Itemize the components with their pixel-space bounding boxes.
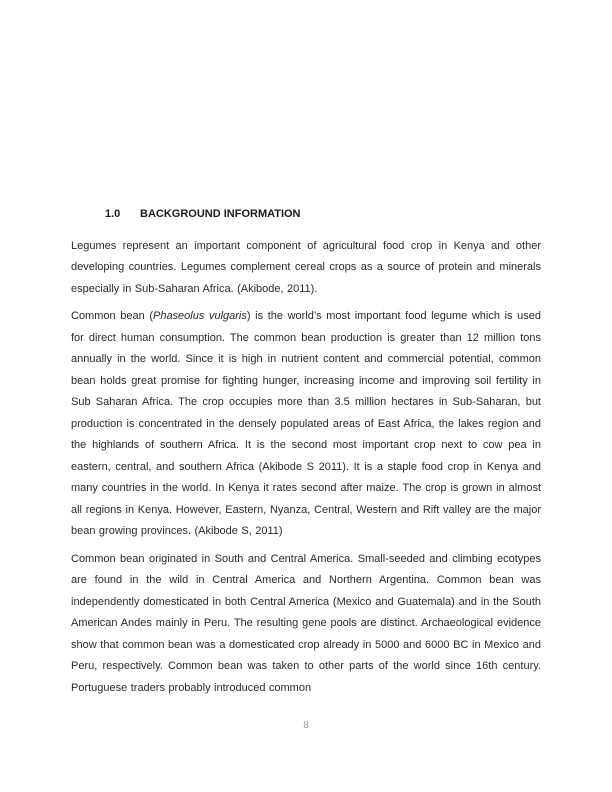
species-name-italic: Phaseolus vulgaris bbox=[152, 310, 247, 322]
paragraph-2-text-continued: ) is the world’s most important food legume which is used for direct human consumption. The common bean production is greater than 12 million tons annually in the world. Since it is high in nutrient content and commercial potential, common bean holds great promise for fighting hunger, increasing income and improving soil fertility in Sub Saharan Africa. The crop occupies more than 3.5 million hectares in Sub-Saharan, but production is concentrated in the densely populated areas of East Africa, the lakes region and the highlands of southern Africa. It is the second most important crop next to cow pea in eastern, central, and southern Africa (Akibode S 2011). It is a staple food crop in Kenya and many countries in the world. In Kenya it rates second after maize. The crop is grown in almost all regions in Kenya. However, Eastern, Nyanza, Central, Western and Rift valley are the major bean growing provinces. (Akibode S, 2011) bbox=[71, 310, 542, 537]
paragraph-legumes-intro: Legumes represent an important component of agricultural food crop in Kenya and other developing countries. Legumes complement cereal crops as a source of protein and minerals especially in Sub-Saharan Africa. (Akibode, 2011). bbox=[71, 239, 541, 295]
page-content bbox=[71, 204, 541, 705]
page-number: 8 bbox=[303, 720, 309, 731]
section-heading bbox=[71, 204, 541, 226]
section-number: 1.0 bbox=[105, 208, 121, 220]
paragraph-2-text-start: Common bean ( bbox=[71, 310, 153, 322]
section-title: BACKGROUND INFORMATION bbox=[140, 208, 301, 220]
paragraph-common-bean-origin: Common bean originated in South and Central America. Small-seeded and climbing ecotypes are found in the wild in Central America and Northern Argentina. Common bean was independently domesticated in both Central America (Mexico and Guatemala) and in the South American Andes mainly in Peru. The resulting gene pools are distinct. Archaeological evidence show that common bean was a domesticated crop already in 5000 and 6000 BC in Mexico and Peru, respectively. Common bean was taken to other parts of the world since 16th century. Portuguese traders probably introduced common bbox=[71, 552, 541, 694]
paragraph-common-bean-importance bbox=[71, 306, 541, 543]
